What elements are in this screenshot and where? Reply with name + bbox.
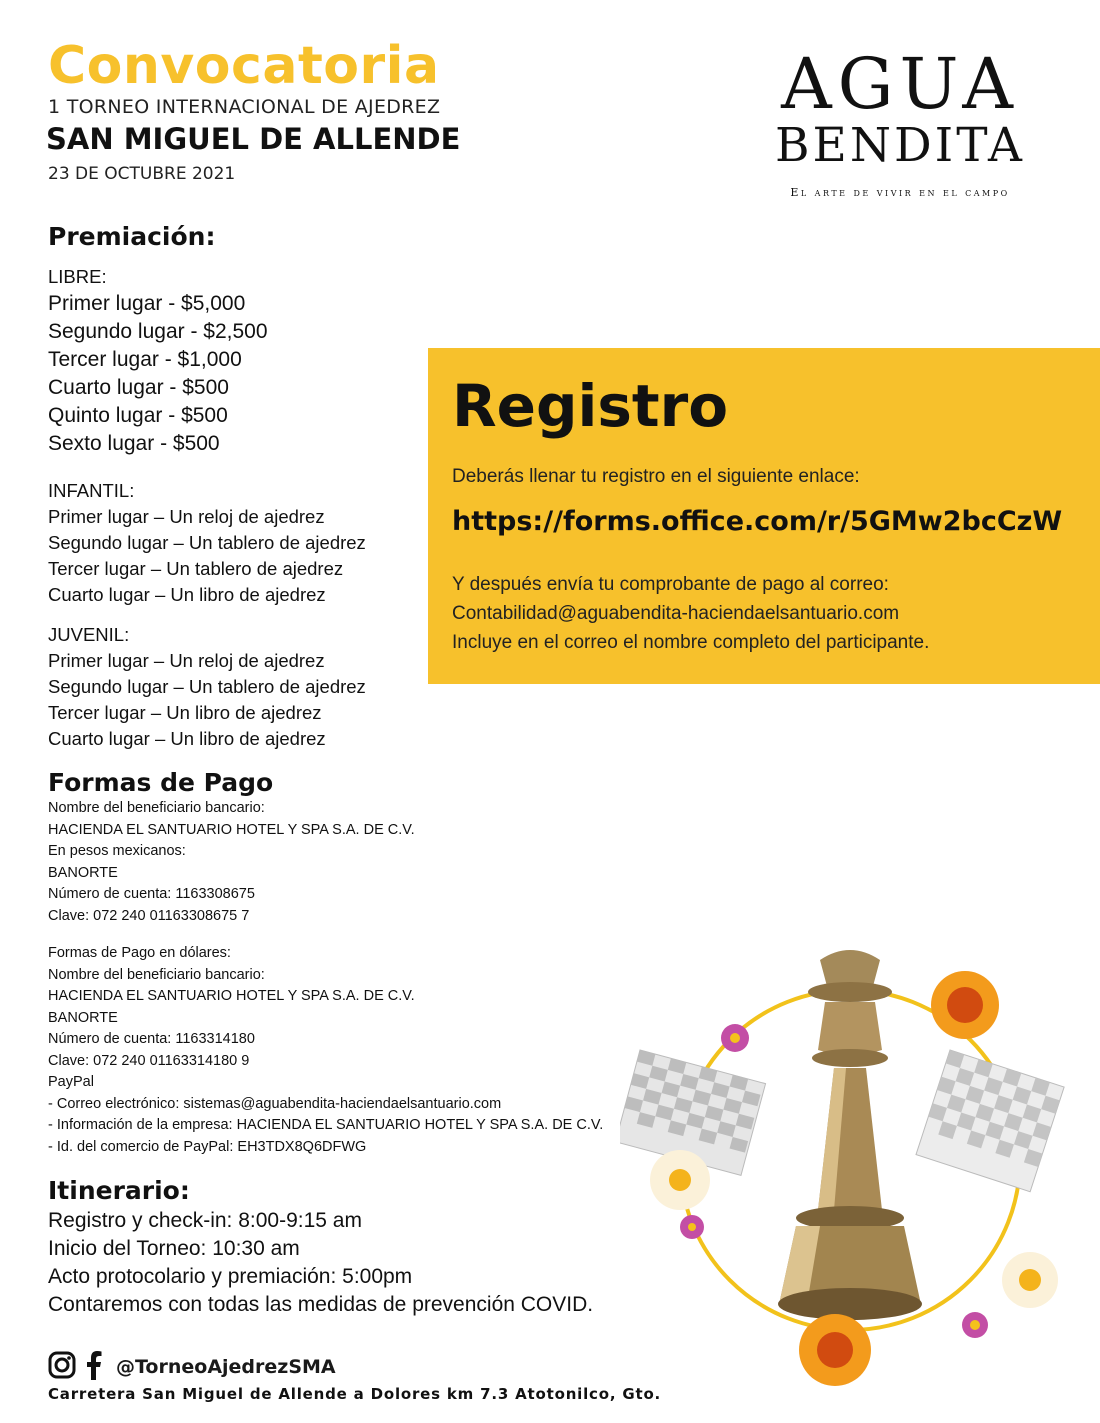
- sunflower-image: [931, 971, 999, 1039]
- daisy-image: [650, 1150, 710, 1210]
- list-item: Sexto lugar - $500: [48, 432, 220, 455]
- registro-email[interactable]: Contabilidad@aguabendita-haciendaelsantuario.com: [452, 603, 900, 624]
- list-item: Primer lugar – Un reloj de ajedrez: [48, 650, 325, 671]
- premiacion-juvenil: [48, 622, 366, 752]
- queen-chess-piece-image: [778, 950, 922, 1320]
- pago-pesos: [48, 798, 415, 927]
- list-item: PayPal: [48, 1074, 94, 1090]
- registro-link[interactable]: https://forms.office.com/r/5GMw2bcCzW: [452, 506, 1063, 537]
- premiacion-libre: [48, 264, 268, 458]
- list-item: Segundo lugar - $2,500: [48, 320, 268, 343]
- logo-line-2: BENDITA: [775, 118, 1025, 173]
- list-item: Cuarto lugar - $500: [48, 376, 229, 399]
- list-item: Nombre del beneficiario bancario:: [48, 966, 265, 983]
- list-item: Número de cuenta: 1163314180: [48, 1031, 255, 1047]
- list-item: - Id. del comercio de PayPal: EH3TDX8Q6DFWG: [48, 1138, 367, 1155]
- list-item: Formas de Pago en dólares:: [48, 945, 231, 961]
- infantil-label: INFANTIL:: [48, 480, 135, 501]
- registro-line-1: Y después envía tu comprobante de pago al correo:: [452, 574, 889, 595]
- purple-flower-image: [721, 1024, 749, 1052]
- list-item: Número de cuenta: 1163308675: [48, 886, 255, 902]
- list-item: Nombre del beneficiario bancario:: [48, 800, 265, 816]
- list-item: HACIENDA EL SANTUARIO HOTEL Y SPA S.A. DE C.V.: [48, 988, 415, 1004]
- pago-heading: Formas de Pago: [48, 768, 274, 797]
- premiacion-infantil: [48, 478, 366, 608]
- daisy-image: [1002, 1252, 1058, 1308]
- itinerario-list: [48, 1207, 593, 1319]
- list-item: Cuarto lugar – Un libro de ajedrez: [48, 584, 326, 605]
- list-item: Contaremos con todas las medidas de prevención COVID.: [48, 1293, 594, 1316]
- page-title: Convocatoria: [48, 36, 440, 96]
- list-item: Registro y check-in: 8:00-9:15 am: [48, 1209, 362, 1232]
- list-item: - Información de la empresa: HACIENDA EL SANTUARIO HOTEL Y SPA S.A. DE C.V.: [48, 1117, 604, 1133]
- itinerario-heading: Itinerario:: [48, 1176, 190, 1205]
- list-item: BANORTE: [48, 864, 118, 881]
- facebook-icon[interactable]: [84, 1350, 102, 1384]
- list-item: HACIENDA EL SANTUARIO HOTEL Y SPA S.A. DE C.V.: [48, 821, 415, 838]
- list-item: Acto protocolario y premiación: 5:00pm: [48, 1265, 413, 1288]
- logo-tagline: El arte de vivir en el campo: [790, 186, 1010, 199]
- registro-intro: Deberás llenar tu registro en el siguiente enlace:: [452, 466, 860, 487]
- list-item: Segundo lugar – Un tablero de ajedrez: [48, 532, 366, 553]
- sunflower-image: [799, 1314, 871, 1386]
- registro-title: Registro: [452, 372, 729, 440]
- agua-bendita-logo: [770, 43, 1030, 199]
- list-item: Inicio del Torneo: 10:30 am: [48, 1237, 300, 1260]
- list-item: Tercer lugar – Un tablero de ajedrez: [48, 558, 344, 579]
- purple-flower-image: [680, 1215, 704, 1239]
- instagram-icon[interactable]: [48, 1351, 76, 1383]
- tournament-date: 23 DE OCTUBRE 2021: [48, 164, 236, 184]
- premiacion-heading: Premiación:: [48, 222, 216, 251]
- list-item: Clave: 072 240 01163314180 9: [48, 1052, 250, 1069]
- purple-flower-image: [962, 1312, 988, 1338]
- list-item: Cuarto lugar – Un libro de ajedrez: [48, 728, 326, 749]
- juvenil-label: JUVENIL:: [48, 624, 130, 645]
- registro-line-2: Incluye en el correo el nombre completo del participante.: [452, 632, 930, 653]
- venue-address: Carretera San Miguel de Allende a Dolores km 7.3 Atotonilco, Gto.: [48, 1385, 662, 1403]
- right-chessboard-image: [916, 1050, 1064, 1192]
- list-item: Primer lugar – Un reloj de ajedrez: [48, 506, 325, 527]
- pago-dolares: [48, 943, 603, 1158]
- registro-instructions: [452, 570, 929, 657]
- tournament-subtitle: 1 TORNEO INTERNACIONAL DE AJEDREZ: [48, 96, 441, 118]
- list-item: Quinto lugar - $500: [48, 404, 228, 427]
- list-item: Segundo lugar – Un tablero de ajedrez: [48, 676, 366, 697]
- list-item: Primer lugar - $5,000: [48, 292, 246, 315]
- chess-illustration: [620, 930, 1080, 1400]
- list-item: Clave: 072 240 01163308675 7: [48, 907, 250, 924]
- logo-line-1: AGUA: [781, 43, 1019, 125]
- tournament-city: SAN MIGUEL DE ALLENDE: [46, 122, 461, 156]
- list-item: Tercer lugar - $1,000: [48, 348, 242, 371]
- social-bar: [48, 1350, 336, 1384]
- list-item: - Correo electrónico: sistemas@aguabendita-haciendaelsantuario.com: [48, 1095, 502, 1112]
- list-item: En pesos mexicanos:: [48, 843, 186, 859]
- social-handle[interactable]: @TorneoAjedrezSMA: [116, 1356, 336, 1378]
- list-item: Tercer lugar – Un libro de ajedrez: [48, 702, 322, 723]
- list-item: BANORTE: [48, 1009, 118, 1026]
- libre-label: LIBRE:: [48, 266, 107, 287]
